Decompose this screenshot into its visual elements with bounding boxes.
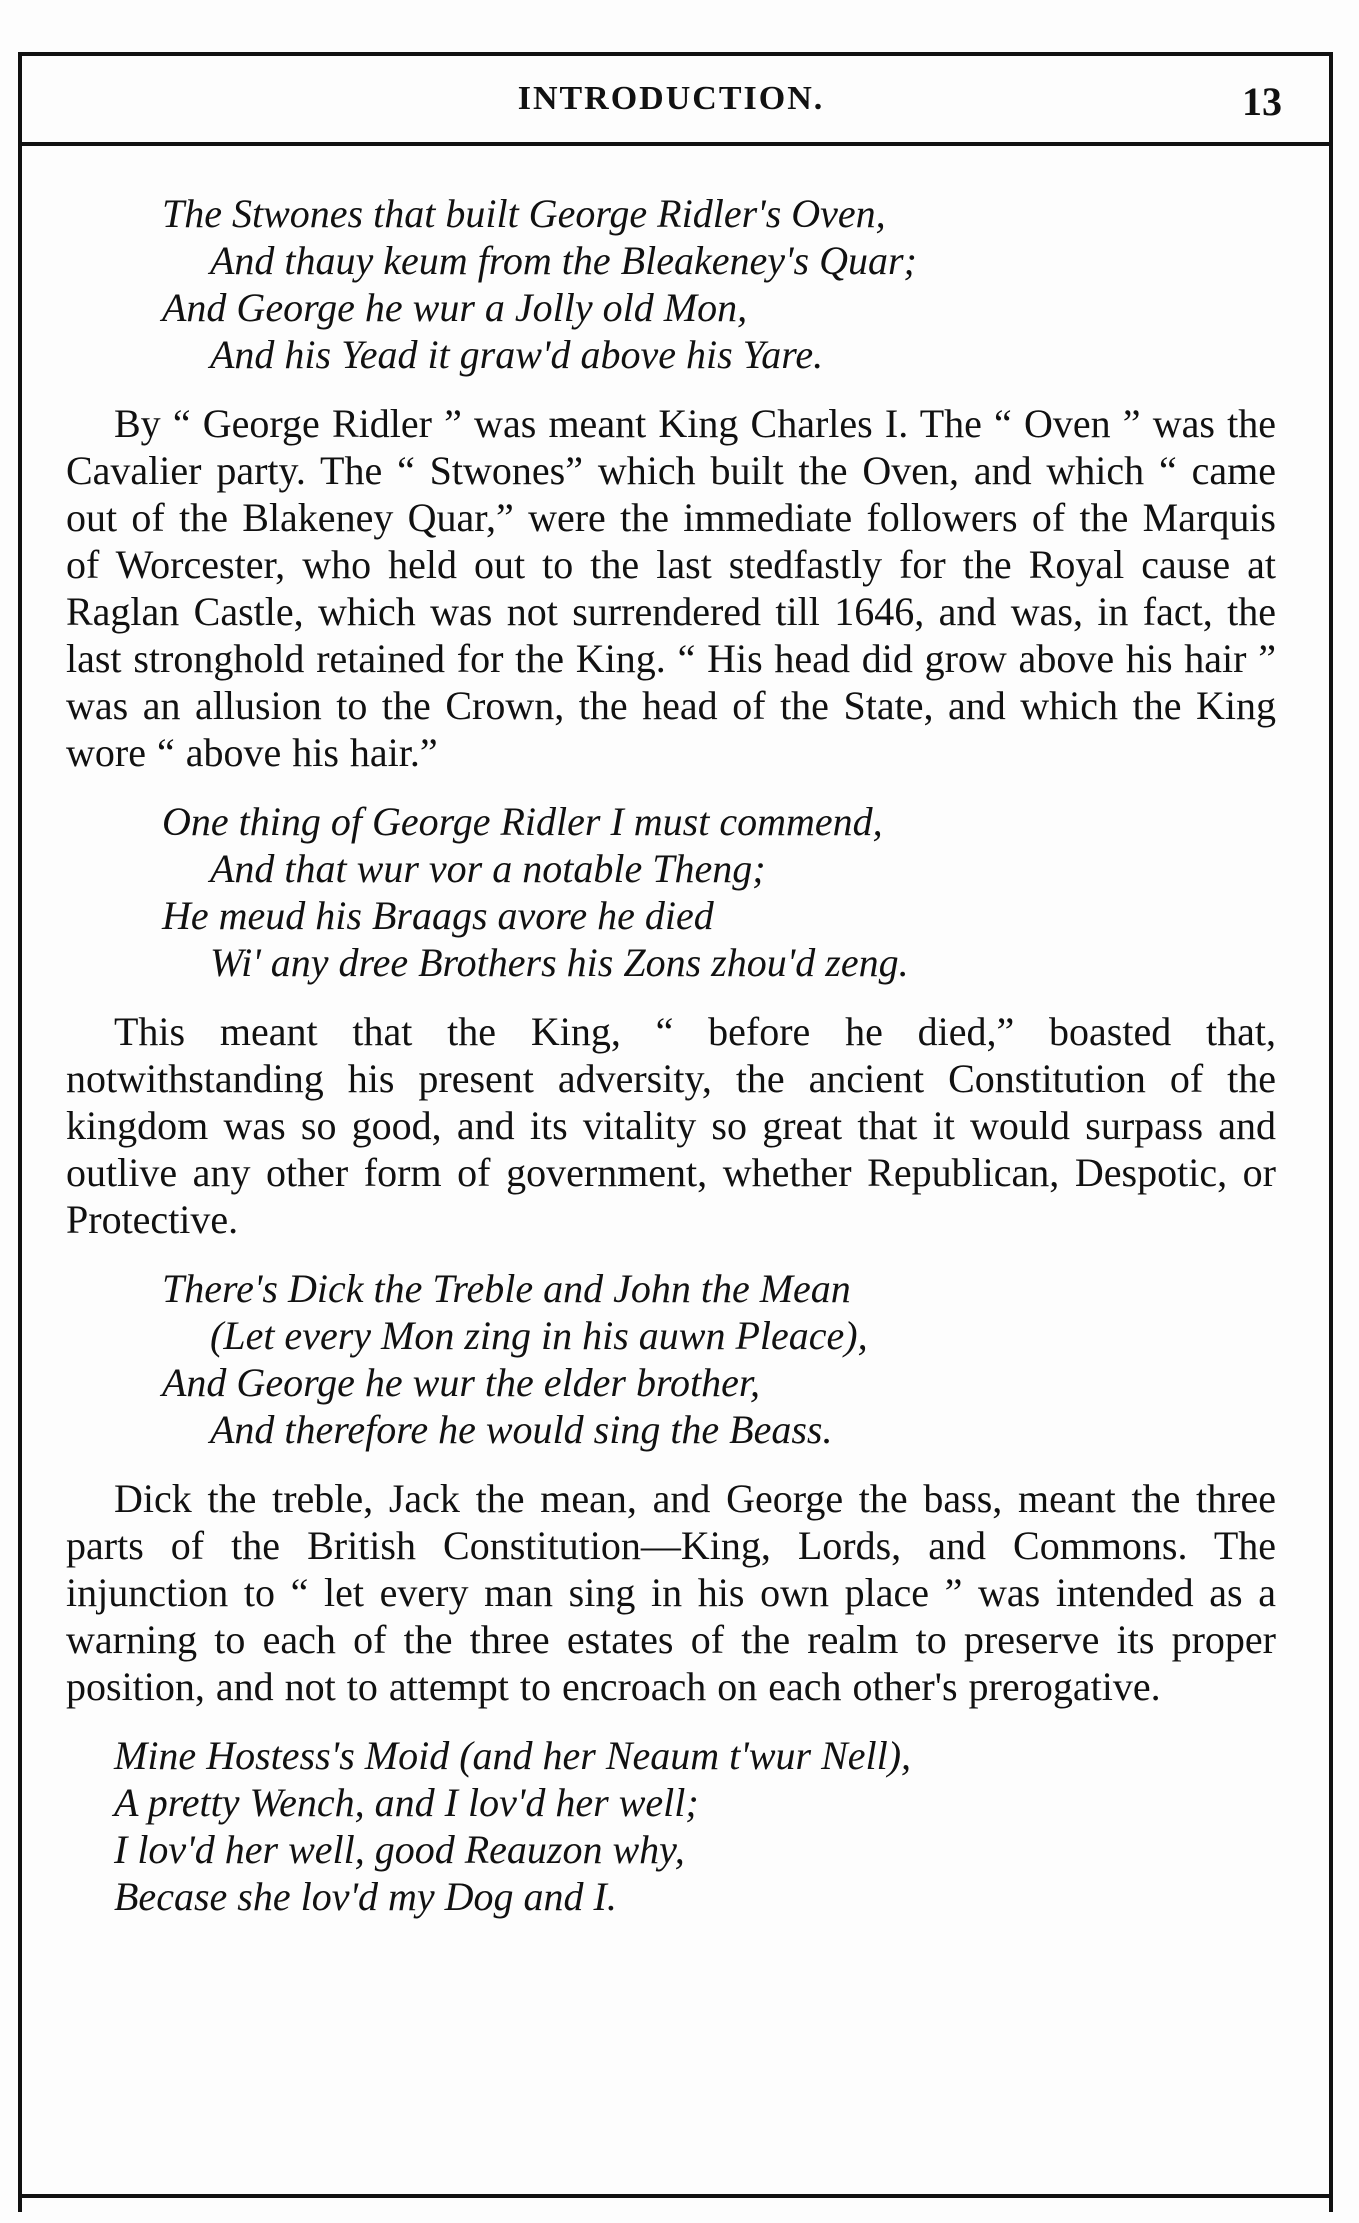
top-rule xyxy=(20,52,1331,56)
verse-line: I lov'd her well, good Reauzon why, xyxy=(114,1827,685,1872)
verse-stanza-1 xyxy=(162,190,1276,378)
page-border-left xyxy=(18,52,22,2212)
verse-line: Becase she lov'd my Dog and I. xyxy=(114,1874,617,1919)
verse-line: And his Yead it graw'd above his Yare. xyxy=(210,332,824,377)
running-title: INTRODUCTION. xyxy=(517,80,825,117)
verse-stanza-4 xyxy=(114,1732,1276,1920)
verse-line: And therefore he would sing the Beass. xyxy=(210,1407,833,1452)
verse-line: The Stwones that built George Ridler's Oven, xyxy=(162,191,886,236)
verse-line: And George he wur the elder brother, xyxy=(162,1360,761,1405)
page-border-right xyxy=(1329,52,1333,2212)
page-content xyxy=(66,190,1276,1920)
verse-line: He meud his Braags avore he died xyxy=(162,893,714,938)
bottom-rule xyxy=(20,2194,1331,2198)
verse-line: Mine Hostess's Moid (and her Neaum t'wur Nell), xyxy=(114,1733,912,1778)
running-header xyxy=(64,68,1282,134)
paragraph-3: Dick the treble, Jack the mean, and George the bass, meant the three parts of the British Constitution—King, Lords, and Commons. The injunction to “ let every man sing in his own place ” was intended as a warning to each of the three estates of the realm to preserve its proper position, and not to attempt to encroach on each other's prerogative. xyxy=(66,1476,1276,1709)
verse-line: (Let every Mon zing in his auwn Pleace), xyxy=(210,1313,868,1358)
verse-line: One thing of George Ridler I must commend, xyxy=(162,799,883,844)
verse-stanza-2 xyxy=(162,798,1276,986)
header-rule xyxy=(20,142,1331,146)
page-number: 13 xyxy=(1242,79,1282,124)
verse-line: And thauy keum from the Bleakeney's Quar; xyxy=(210,238,917,283)
paragraph-1: By “ George Ridler ” was meant King Charles I. The “ Oven ” was the Cavalier party. The “ Stwones” which built the Oven, and which “ came out of the Blakeney Quar,” were the immediate followers of the Marquis of Worcester, who held out to the last stedfastly for the Royal cause at Raglan Castle, which was not surrendered till 1646, and was, in fact, the last stronghold retained for the King. “ His head did grow above his hair ” was an allusion to the Crown, the head of the State, and which the King wore “ above his hair.” xyxy=(66,401,1276,775)
verse-line: Wi' any dree Brothers his Zons zhou'd zeng. xyxy=(210,940,909,985)
paragraph-2: This meant that the King, “ before he died,” boasted that, notwithstanding his present adversity, the ancient Constitution of the kingdom was so good, and its vitality so great that it would surpass and outlive any other form of government, whether Republican, Despotic, or Protective. xyxy=(66,1009,1276,1242)
verse-stanza-3 xyxy=(162,1265,1276,1453)
verse-line: There's Dick the Treble and John the Mean xyxy=(162,1266,851,1311)
verse-line: And that wur vor a notable Theng; xyxy=(210,846,766,891)
verse-line: And George he wur a Jolly old Mon, xyxy=(162,285,748,330)
verse-line: A pretty Wench, and I lov'd her well; xyxy=(114,1780,699,1825)
